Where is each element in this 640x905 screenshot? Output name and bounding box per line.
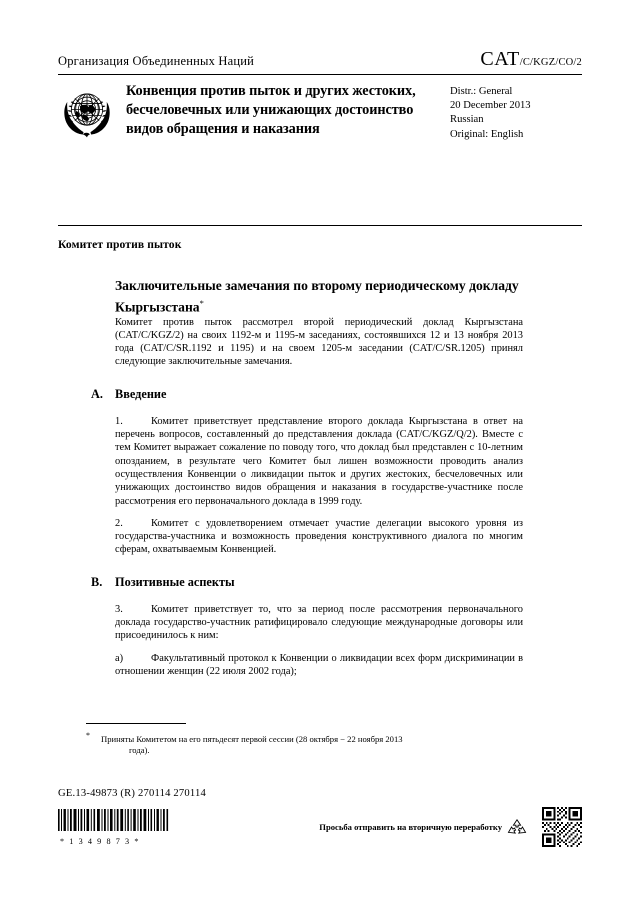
un-emblem-cell (58, 82, 126, 147)
paragraph-3 (115, 603, 523, 643)
section-heading-b (91, 575, 582, 590)
paragraph-1 (115, 415, 523, 508)
paragraph-number-1: 1. (115, 415, 123, 427)
header-bottom-rule (58, 225, 582, 226)
ge-document-code: GE.13-49873 (R) 270114 270114 (58, 788, 207, 799)
recycle-notice (178, 818, 536, 836)
organization-name: Организация Объединенных Наций (58, 54, 255, 68)
un-emblem-icon (58, 84, 116, 142)
footnote-text: Приняты Комитетом на его пятьдесят первой сессии (28 октября − 22 ноября 2013 (101, 733, 403, 744)
qr-code-icon (542, 807, 582, 847)
document-original-language: Original: English (450, 128, 524, 140)
barcode-block (58, 809, 178, 846)
paragraph-2 (115, 517, 523, 557)
section-letter-a: A. (91, 386, 103, 401)
convention-title: Конвенция против пыток и других жестоких, бесчеловечных или унижающих достоинство видов обращения и наказания (126, 83, 416, 137)
document-symbol-main: CAT (480, 48, 520, 70)
document-symbol (480, 48, 582, 71)
document-body (58, 238, 582, 678)
footnote-text-continued: года). (129, 745, 150, 756)
subitem-label-a: a) (115, 652, 124, 664)
subitem-text-a: Факультативный протокол к Конвенции о ликвидации всех форм дискриминации в отношении женщин (22 июля 2002 года); (115, 652, 523, 677)
page-title (115, 277, 582, 316)
paragraph-text-3: Комитет приветствует то, что за период после рассмотрения первоначального доклада государство-участник ратифицировало следующие международные договоры или присоединилось к ним: (115, 603, 523, 642)
footnote-separator (86, 723, 186, 724)
section-letter-b: B. (91, 574, 103, 589)
title-footnote-marker: * (199, 297, 204, 308)
document-language: Russian (450, 114, 484, 126)
distribution-line: Distr.: General (450, 86, 513, 97)
barcode-icon (58, 809, 170, 831)
section-heading-a (91, 387, 582, 402)
footnote (86, 730, 506, 757)
qr-block (536, 807, 582, 847)
section-title-a: Введение (115, 386, 167, 401)
paragraph-number-2: 2. (115, 517, 123, 529)
masthead-body-row (58, 82, 582, 147)
footnote-marker: * (86, 731, 90, 740)
footer (58, 788, 582, 847)
masthead-divider (58, 74, 582, 75)
section-title-b: Позитивные аспекты (115, 574, 235, 589)
barcode-number: *1349873* (60, 836, 144, 846)
masthead-top-row (58, 48, 582, 74)
masthead (58, 48, 582, 147)
document-symbol-suffix: /C/KGZ/CO/2 (519, 57, 582, 68)
paragraph-number-3: 3. (115, 603, 123, 615)
recycle-text: Просьба отправить на вторичную переработку (319, 822, 502, 832)
paragraph-text-2: Комитет с удовлетворением отмечает участие делегации высокого уровня из государства-участника и возможность проведения конструктивного диалога по многим сферам, охватываемым Конвенцией. (115, 517, 523, 556)
convention-title-cell (126, 82, 450, 139)
recycle-icon (506, 818, 528, 836)
subitem-a (115, 652, 523, 679)
footnote-area (58, 723, 582, 757)
document-date: 20 December 2013 (450, 100, 531, 112)
page-title-text: Заключительные замечания по второму периодическому докладу Кыргызстана (115, 278, 519, 315)
lead-paragraph: Комитет против пыток рассмотрел второй периодический доклад Кыргызстана (CAT/C/KGZ/2) на своих 1192-м и 1195-м заседаниях, состоявшихся 12 и 13 ноября 2013 года (CAT/C/SR.1192 и 1195) и на своем 1205-м заседании (CAT/C/SR.1205) принял следующие заключительные замечания. (115, 316, 523, 368)
committee-name: Комитет против пыток (58, 238, 182, 251)
paragraph-text-1: Комитет приветствует представление второго доклада Кыргызстана в ответ на перечень вопросов, составленный до представления доклада (CAT/C/KGZ/Q/2). Вместе с тем Комитет выражает сожаление по поводу того, что доклад был представлен с 10-летним опозданием, в результате чего Комитет был лишен возможности проводить анализ осуществления Конвенции о ликвидации пыток и других жестоких, бесчеловечных или унижающих достоинство видов обращения и наказания в государстве-участнике после рассмотрения его первоначального доклада в 1999 году. (115, 415, 523, 507)
distribution-block (450, 82, 582, 142)
footer-row (58, 807, 582, 847)
